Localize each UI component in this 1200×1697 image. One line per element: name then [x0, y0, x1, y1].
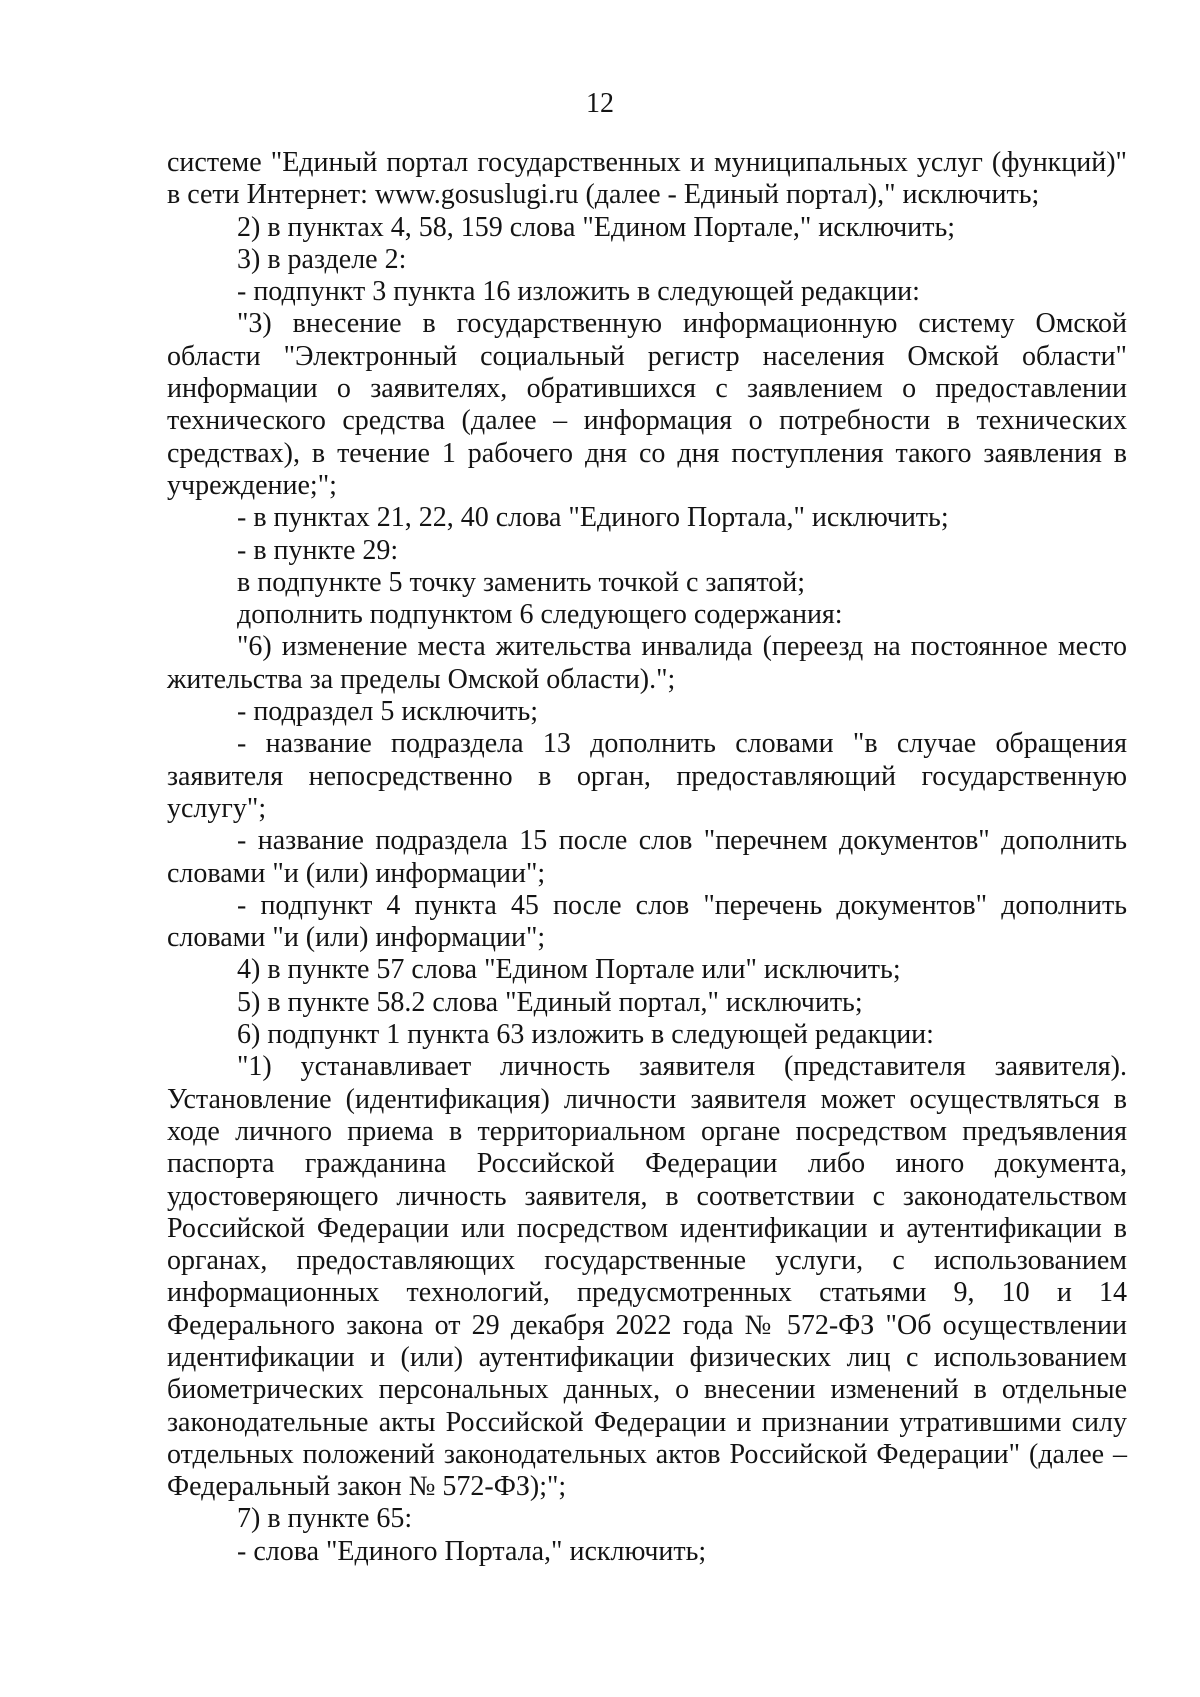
paragraph: "3) внесение в государственную информационную систему Омской области "Электронный социальный регистр населения Омской области" информации о заявителях, обратившихся с заявлением о предоставлении технического средства (далее – информация о потребности в технических средствах), в течение 1 рабочего дня со дня поступления такого заявления в учреждение;"; [167, 308, 1127, 501]
paragraph: - подраздел 5 исключить; [237, 696, 539, 728]
paragraph: - в пунктах 21, 22, 40 слова "Единого Портала," исключить; [237, 502, 949, 534]
paragraph: - слова "Единого Портала," исключить; [237, 1535, 707, 1567]
paragraph: 4) в пункте 57 слова "Едином Портале или" исключить; [237, 954, 901, 986]
paragraph: - в пункте 29: [237, 534, 399, 566]
paragraph: 7) в пункте 65: [237, 1503, 413, 1535]
paragraph: дополнить подпунктом 6 следующего содержания: [237, 599, 843, 631]
document-body [167, 147, 1127, 1568]
paragraph: в подпункте 5 точку заменить точкой с запятой; [237, 566, 805, 598]
paragraph: - название подраздела 13 дополнить словами "в случае обращения заявителя непосредственно в орган, предоставляющий государственную услугу"; [167, 728, 1127, 824]
paragraph: - название подраздела 15 после слов "перечнем документов" дополнить словами "и (или) информации"; [167, 825, 1127, 889]
paragraph: 3) в разделе 2: [237, 243, 407, 275]
page-number: 12 [586, 88, 614, 119]
paragraph: системе "Единый портал государственных и муниципальных услуг (функций)" в сети Интернет: www.gosuslugi.ru (далее - Единый портал)," исключить; [167, 147, 1127, 211]
paragraph: - подпункт 3 пункта 16 изложить в следующей редакции: [237, 276, 920, 308]
paragraph: 5) в пункте 58.2 слова "Единый портал," исключить; [237, 986, 863, 1018]
paragraph: "6) изменение места жительства инвалида (переезд на постоянное место жительства за пределы Омской области)."; [167, 631, 1127, 695]
paragraph: 6) подпункт 1 пункта 63 изложить в следующей редакции: [237, 1019, 934, 1051]
paragraph: 2) в пунктах 4, 58, 159 слова "Едином Портале," исключить; [237, 211, 955, 243]
paragraph: - подпункт 4 пункта 45 после слов "перечень документов" дополнить словами "и (или) информации"; [167, 889, 1127, 954]
paragraph: "1) устанавливает личность заявителя (представителя заявителя). Установление (идентификация) личности заявителя может осуществляться в ходе личного приема в территориальном органе посредством предъявления паспорта гражданина Российской Федерации либо иного документа, удостоверяющего личность заявителя, в соответствии с законодательством Российской Федерации или посредством идентификации и аутентификации в органах, предоставляющих государственные услуги, с использованием информационных технологий, предусмотренных статьями 9, 10 и 14 Федерального закона от 29 декабря 2022 года № 572-ФЗ "Об осуществлении идентификации и (или) аутентификации физических лиц с использованием биометрических персональных данных, о внесении изменений в отдельные законодательные акты Российской Федерации и признании утратившими силу отдельных положений законодательных актов Российской Федерации" (далее – Федеральный закон № 572-ФЗ);"; [167, 1051, 1127, 1503]
